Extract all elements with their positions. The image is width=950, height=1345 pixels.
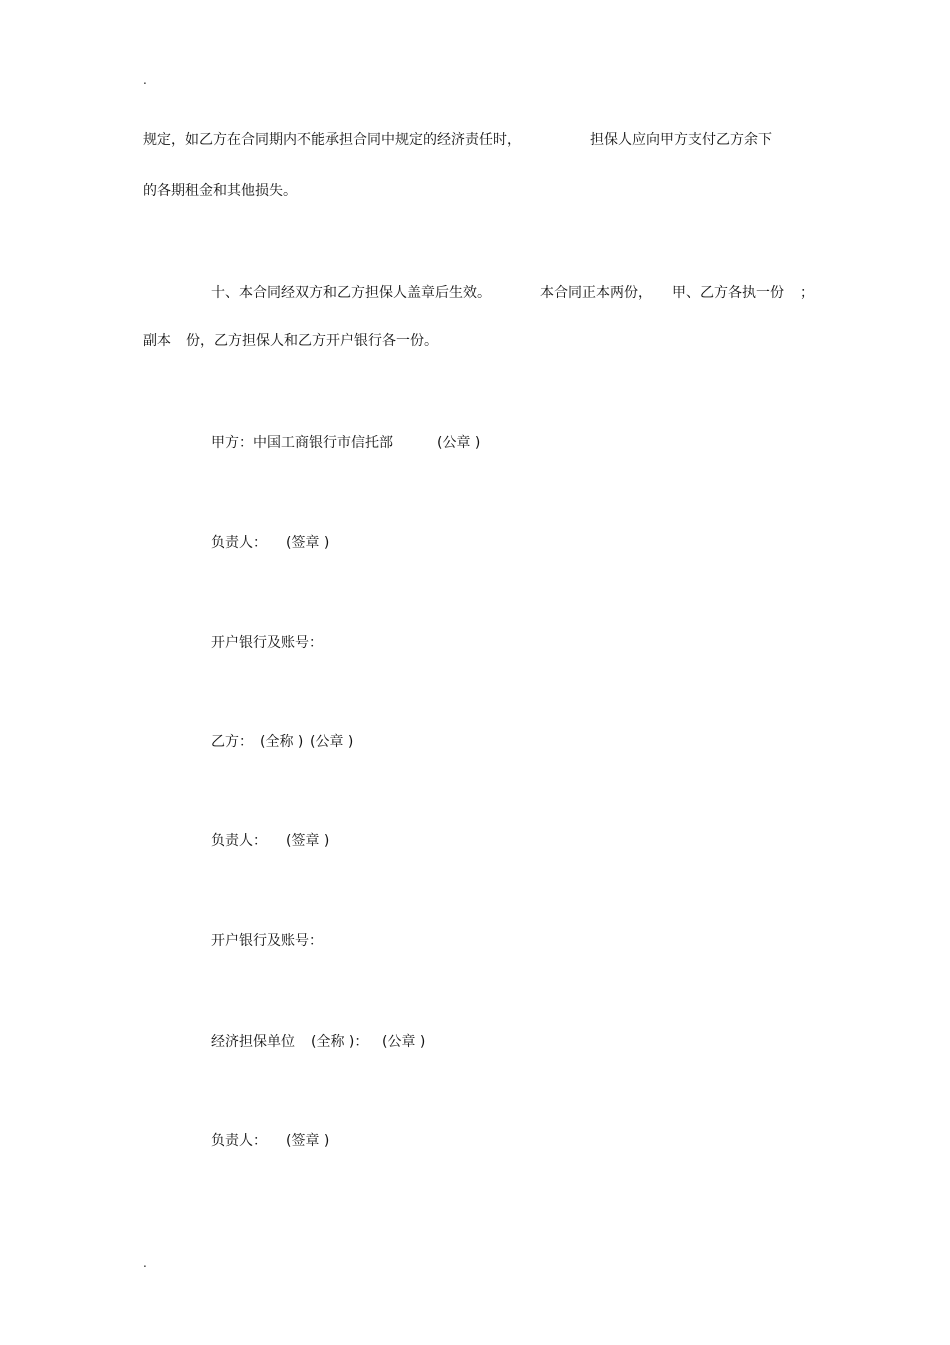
party-a-label: 甲方：中国工商银行市信托部 [211, 435, 393, 451]
clause-10-line1-part4: ； [800, 285, 814, 301]
party-b-label: 乙方： [211, 734, 253, 750]
party-b-rep-seal: (签章 ) [286, 833, 330, 849]
party-b-seal: (公章 ) [310, 734, 354, 750]
party-b-fullname: (全称 ) [260, 734, 304, 750]
clause-10-line2-part2: 份，乙方担保人和乙方开户银行各一份。 [186, 333, 438, 349]
guarantor-rep-seal: (签章 ) [286, 1133, 330, 1149]
party-a-rep-label: 负责人： [211, 535, 267, 551]
party-b-bank-label: 开户银行及账号： [211, 933, 323, 949]
guarantor-label: 经济担保单位 [211, 1034, 295, 1050]
party-a-seal: (公章 ) [437, 435, 481, 451]
party-a-rep-seal: (签章 ) [286, 535, 330, 551]
clause-10-line1-part3: 甲、乙方各执一份 [672, 285, 784, 301]
guarantor-rep-label: 负责人： [211, 1133, 267, 1149]
guarantor-fullname: (全称 )： [311, 1034, 369, 1050]
clause-9-line2: 的各期租金和其他损失。 [143, 183, 297, 199]
clause-10-line1-part2: 本合同正本两份， [540, 285, 652, 301]
clause-9-line1-part2: 担保人应向甲方支付乙方余下 [590, 132, 772, 148]
guarantor-seal: (公章 ) [382, 1034, 426, 1050]
party-b-rep-label: 负责人： [211, 833, 267, 849]
clause-10-line2-part1: 副本 [143, 333, 171, 349]
footer-mark: . [143, 1256, 147, 1270]
clause-9-line1-part1: 规定，如乙方在合同期内不能承担合同中规定的经济责任时， [143, 132, 521, 148]
party-a-bank-label: 开户银行及账号： [211, 635, 323, 651]
clause-10-line1-part1: 十、本合同经双方和乙方担保人盖章后生效。 [211, 285, 491, 301]
header-mark: . [143, 73, 147, 87]
